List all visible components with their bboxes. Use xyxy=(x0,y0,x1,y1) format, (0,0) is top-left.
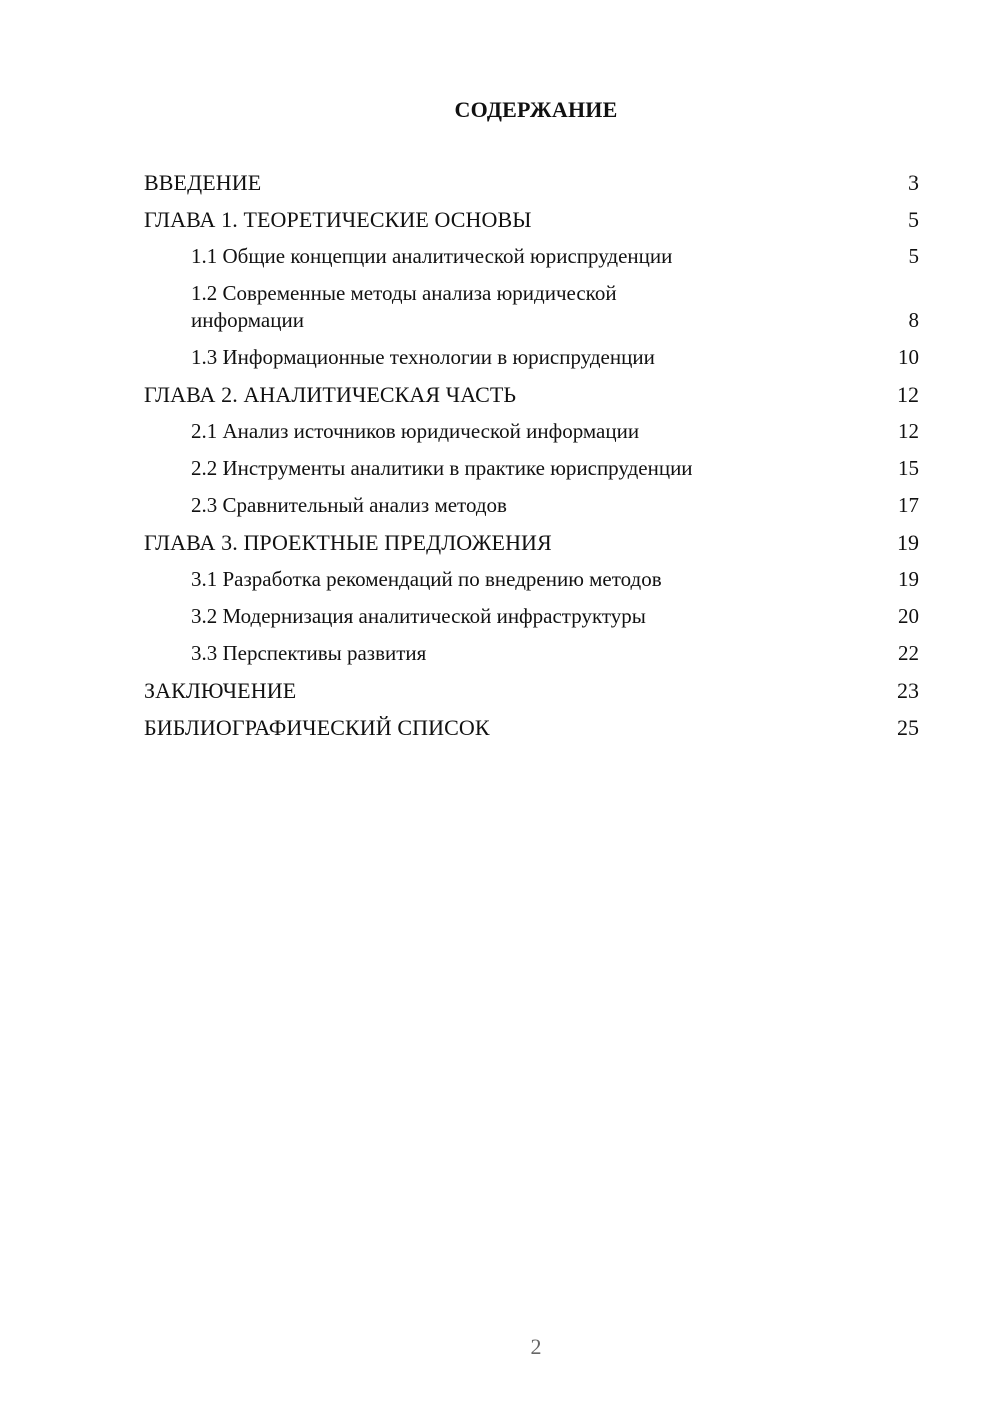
toc-item-label: 3.1 Разработка рекомендаций по внедрению методов xyxy=(191,567,662,591)
toc-item-chapter-1[interactable] xyxy=(144,206,919,233)
toc-item-conclusion[interactable] xyxy=(144,677,919,704)
toc-item-section-3-3[interactable] xyxy=(144,640,919,667)
toc-item-label: ГЛАВА 2. АНАЛИТИЧЕСКАЯ ЧАСТЬ xyxy=(144,382,517,407)
toc-item-section-3-1[interactable] xyxy=(144,566,919,593)
toc-item-page: 25 xyxy=(897,715,919,740)
toc-item-page: 19 xyxy=(897,530,919,555)
toc-item-section-2-1[interactable] xyxy=(144,418,919,445)
toc-item-label: ГЛАВА 3. ПРОЕКТНЫЕ ПРЕДЛОЖЕНИЯ xyxy=(144,530,552,555)
toc-item-section-2-2[interactable] xyxy=(144,455,919,482)
toc-item-page: 17 xyxy=(898,493,919,517)
toc-item-label: БИБЛИОГРАФИЧЕСКИЙ СПИСОК xyxy=(144,715,490,740)
toc-item-page: 8 xyxy=(908,308,919,332)
toc-item-label: ЗАКЛЮЧЕНИЕ xyxy=(144,678,297,703)
toc-item-label: ВВЕДЕНИЕ xyxy=(144,170,262,195)
toc-item-chapter-3[interactable] xyxy=(144,529,919,556)
toc-item-page: 5 xyxy=(908,244,919,268)
toc-item-page: 23 xyxy=(897,678,919,703)
toc-item-section-3-2[interactable] xyxy=(144,603,919,630)
toc-item-label: 2.1 Анализ источников юридической информации xyxy=(191,419,640,443)
toc-item-label: 1.3 Информационные технологии в юриспруденции xyxy=(191,345,655,369)
toc-item-section-1-1[interactable] xyxy=(144,243,919,270)
toc-item-section-1-2[interactable] xyxy=(144,280,919,334)
toc-item-page: 20 xyxy=(898,604,919,628)
toc-item-label: 1.1 Общие концепции аналитической юриспруденции xyxy=(191,244,673,268)
toc-item-page: 12 xyxy=(898,419,919,443)
toc-item-label: 1.2 Современные методы анализа юридической информации xyxy=(191,281,617,332)
toc-item-page: 5 xyxy=(908,207,919,232)
toc-item-chapter-2[interactable] xyxy=(144,381,919,408)
toc-item-label: 2.3 Сравнительный анализ методов xyxy=(191,493,507,517)
toc-item-page: 19 xyxy=(898,567,919,591)
toc-item-page: 10 xyxy=(898,345,919,369)
toc-item-label: 3.2 Модернизация аналитической инфраструктуры xyxy=(191,604,646,628)
toc-item-label: 2.2 Инструменты аналитики в практике юриспруденции xyxy=(191,456,693,480)
toc-item-bibliography[interactable] xyxy=(144,714,919,741)
page-number: 2 xyxy=(530,1334,542,1359)
toc-item-label: 3.3 Перспективы развития xyxy=(191,641,427,665)
toc-item-introduction[interactable] xyxy=(144,169,919,196)
toc-item-section-2-3[interactable] xyxy=(144,492,919,519)
toc-item-label: ГЛАВА 1. ТЕОРЕТИЧЕСКИЕ ОСНОВЫ xyxy=(144,207,532,232)
toc-item-page: 15 xyxy=(898,456,919,480)
toc-item-section-1-3[interactable] xyxy=(144,344,919,371)
toc-item-page: 3 xyxy=(908,170,919,195)
toc-item-page: 22 xyxy=(898,641,919,665)
table-of-contents xyxy=(144,169,919,751)
page-title: СОДЕРЖАНИЕ xyxy=(454,97,618,122)
toc-item-page: 12 xyxy=(897,382,919,407)
